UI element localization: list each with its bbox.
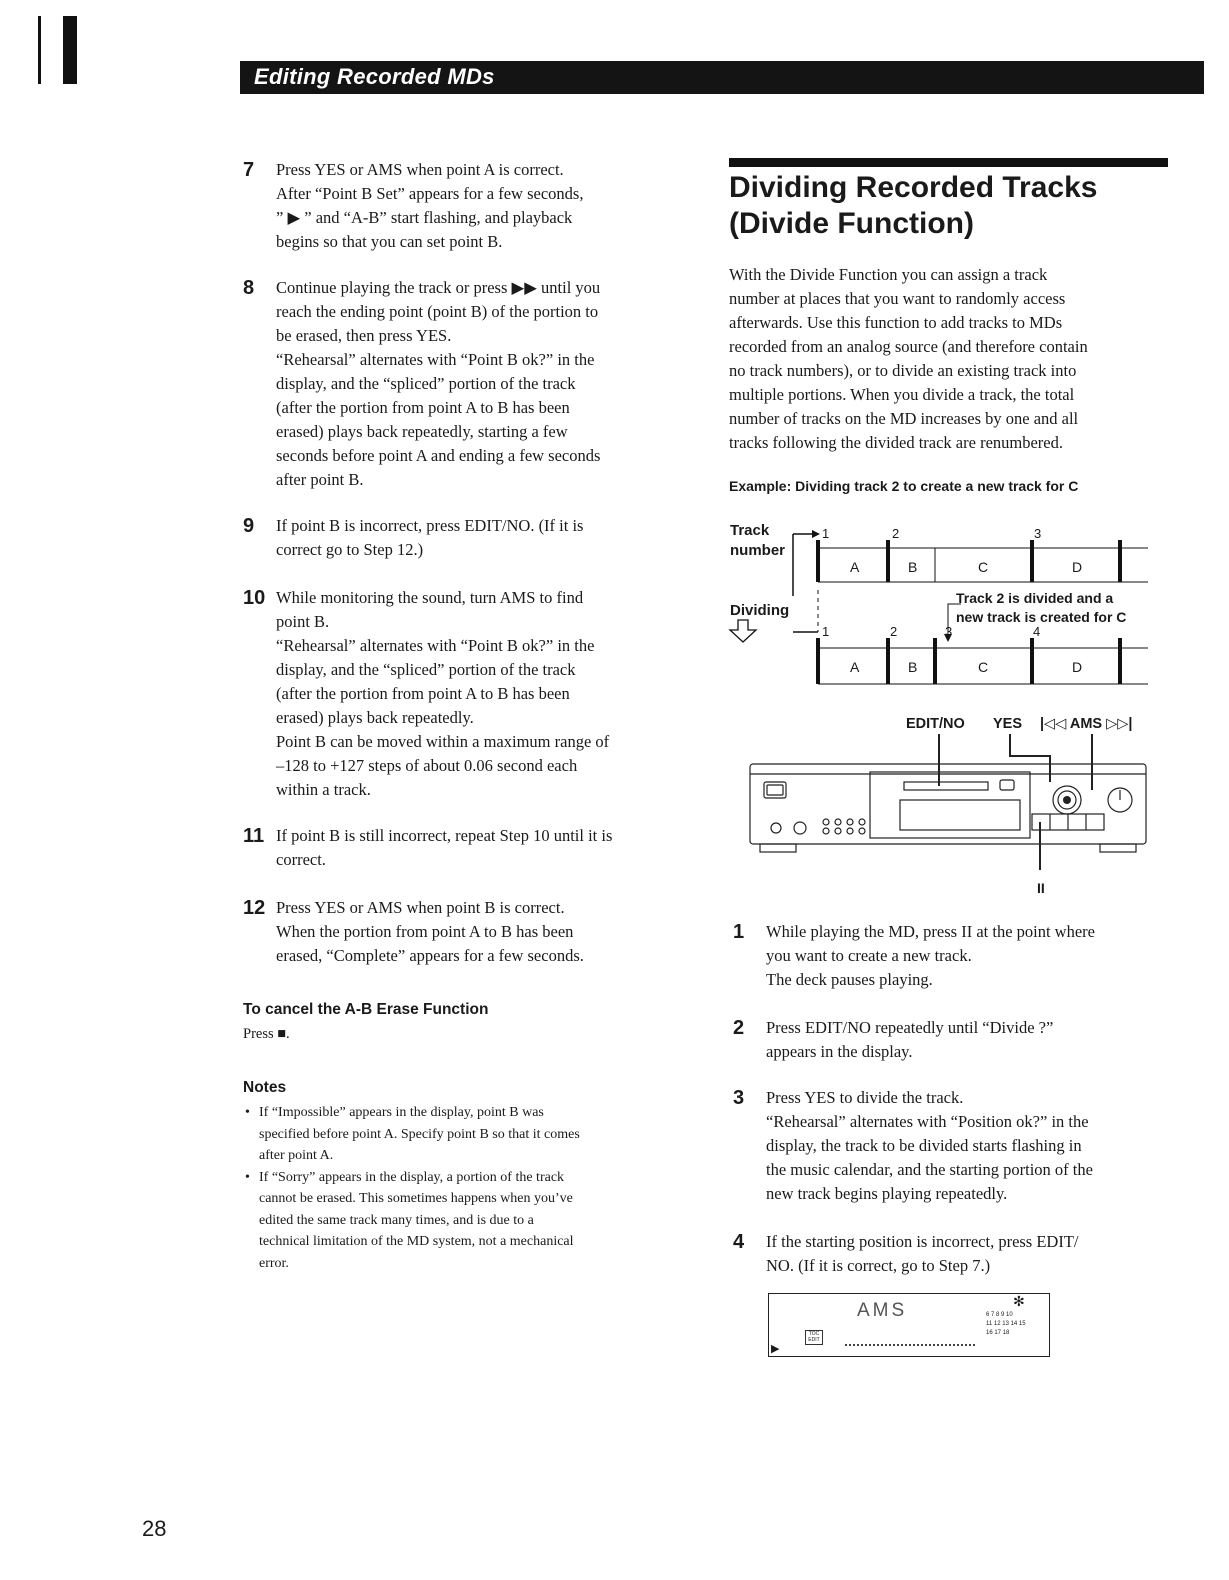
- prev-track-icon: |◁◁: [1040, 716, 1067, 732]
- step-number: 2: [733, 1017, 745, 1039]
- ams-control-label: [1040, 716, 1132, 732]
- deck-jack: [771, 823, 781, 833]
- step-line: within a track.: [276, 780, 371, 799]
- step-line: erased, “Complete” appears for a few seconds.: [276, 946, 584, 965]
- step-body: [276, 824, 686, 872]
- deck-foot: [1100, 844, 1136, 852]
- note-line: technical limitation of the MD system, not a mechanical: [259, 1234, 574, 1249]
- display-text: AMS: [857, 1300, 908, 1321]
- cancel-text: Press ■.: [243, 1026, 290, 1042]
- step-number: 10: [243, 587, 266, 609]
- calendar-row: 11 12 13 14 15: [986, 1321, 1026, 1327]
- note-line: If “Impossible” appears in the display, point B was: [259, 1105, 544, 1120]
- intro-line: afterwards. Use this function to add tracks to MDs: [729, 313, 1063, 332]
- step-line: While monitoring the sound, turn AMS to find: [276, 588, 584, 607]
- track-arrow-head: [812, 530, 820, 538]
- step-body: [766, 920, 1176, 992]
- step-line: If point B is incorrect, press EDIT/NO. (If it is: [276, 516, 584, 535]
- step-body: [766, 1016, 1176, 1064]
- step-body: [766, 1086, 1176, 1206]
- notes-block: [243, 1102, 693, 1274]
- display-panel: [768, 1293, 1050, 1357]
- intro-line: number at places that you want to randomly access: [729, 289, 1066, 308]
- step-line: If the starting position is incorrect, press EDIT/: [766, 1232, 1079, 1251]
- note-item: [243, 1167, 693, 1275]
- step-line: erased) plays back repeatedly, starting a few: [276, 422, 568, 441]
- segment-label: C: [978, 659, 989, 675]
- deck-display-window: [900, 800, 1020, 830]
- dividing-label: Dividing: [730, 602, 790, 619]
- segment-label: D: [1072, 659, 1083, 675]
- deck-button: [823, 828, 829, 834]
- deck-foot: [760, 844, 796, 852]
- step-number: 3: [733, 1087, 745, 1109]
- deck-button: [835, 828, 841, 834]
- margin-marker-thick: [63, 16, 77, 84]
- step-line: after point B.: [276, 470, 364, 489]
- md-deck-illustration: [748, 734, 1150, 870]
- example-caption: Example: Dividing track 2 to create a new track for C: [729, 478, 1079, 494]
- step-number: 9: [243, 515, 255, 537]
- step-line: “Rehearsal” alternates with “Position ok?” in the: [766, 1112, 1089, 1131]
- step-line: you want to create a new track.: [766, 946, 972, 965]
- step-line: display, and the “spliced” portion of the track: [276, 374, 576, 393]
- deck-button: [823, 819, 829, 825]
- step-body: [276, 158, 686, 254]
- step-line: Point B can be moved within a maximum range of: [276, 732, 610, 751]
- segment-label: B: [908, 659, 918, 675]
- number-label: number: [730, 542, 786, 559]
- step-line: If point B is still incorrect, repeat Step 10 until it is: [276, 826, 613, 845]
- note-line: specified before point A. Specify point B so that it comes: [259, 1126, 580, 1142]
- step-body: [276, 514, 686, 562]
- step-line: new track begins playing repeatedly.: [766, 1184, 1008, 1203]
- step-line: display, the track to be divided starts flashing in: [766, 1136, 1082, 1155]
- bottom-track-number: 1: [822, 624, 830, 639]
- edit-no-label: EDIT/NO: [906, 716, 965, 732]
- eject-button: [1000, 780, 1014, 790]
- step-body: [276, 276, 686, 492]
- step-number: 8: [243, 277, 255, 299]
- deck-button: [847, 819, 853, 825]
- segment-label: D: [1072, 559, 1083, 575]
- intro-line: recorded from an analog source (and therefore contain: [729, 337, 1088, 356]
- top-track-number: 2: [892, 526, 900, 541]
- step-line: While playing the MD, press II at the point where: [766, 922, 1095, 941]
- section-title-line: Dividing Recorded Tracks: [729, 171, 1098, 204]
- next-track-icon: ▷▷|: [1106, 716, 1133, 732]
- step-number: 11: [243, 825, 265, 847]
- note-line: after point A.: [259, 1148, 334, 1163]
- pause-label: II: [1037, 880, 1045, 896]
- bottom-track-number: 3: [945, 624, 953, 639]
- calendar-row: 6 7 8 9 10: [986, 1312, 1013, 1318]
- bottom-track-number: 4: [1033, 624, 1041, 639]
- step-line: display, and the “spliced” portion of the track: [276, 660, 576, 679]
- step-line: reach the ending point (point B) of the portion to: [276, 302, 599, 321]
- deck-button: [859, 828, 865, 834]
- segment-label: C: [978, 559, 989, 575]
- step-line: The deck pauses playing.: [766, 970, 933, 989]
- cancel-heading: To cancel the A-B Erase Function: [243, 1001, 489, 1018]
- play-indicator-icon: ▶: [771, 1343, 780, 1355]
- step-line: “Rehearsal” alternates with “Point B ok?” in the: [276, 350, 595, 369]
- chapter-title: Editing Recorded MDs: [254, 64, 495, 89]
- divide-note-line: Track 2 is divided and a: [956, 590, 1114, 606]
- notes-heading: Notes: [243, 1079, 287, 1096]
- down-arrow-icon: [730, 620, 756, 642]
- note-line: cannot be erased. This sometimes happens when you’ve: [259, 1191, 573, 1206]
- intro-line: number of tracks on the MD increases by one and all: [729, 409, 1079, 428]
- track-division-diagram: [726, 516, 1156, 696]
- display-dots: [845, 1344, 975, 1346]
- step-line: Press YES or AMS when point B is correct.: [276, 898, 565, 917]
- step-line: point B.: [276, 612, 330, 631]
- step-body: [276, 586, 686, 802]
- deck-button: [859, 819, 865, 825]
- music-calendar: [986, 1311, 1026, 1338]
- step-line: seconds before point A and ending a few seconds: [276, 446, 601, 465]
- toc-edit-indicator: TOC EDIT: [805, 1330, 823, 1345]
- bottom-track-number: 2: [890, 624, 898, 639]
- ams-knob-center: [1063, 796, 1071, 804]
- top-track-number: 3: [1034, 526, 1042, 541]
- step-number: 12: [243, 897, 266, 919]
- step-body: [276, 896, 686, 968]
- step-line: –128 to +127 steps of about 0.06 second each: [276, 756, 578, 775]
- power-button-inner: [767, 785, 783, 795]
- step-number: 7: [243, 159, 255, 181]
- step-line: correct.: [276, 850, 326, 869]
- step-line: “Rehearsal” alternates with “Point B ok?” in the: [276, 636, 595, 655]
- section-intro: [729, 263, 1169, 455]
- yes-label: YES: [993, 716, 1023, 732]
- step-body: [766, 1230, 1176, 1278]
- page-number: 28: [142, 1516, 167, 1541]
- intro-line: no track numbers), or to divide an existing track into: [729, 361, 1077, 380]
- deck-button: [847, 828, 853, 834]
- step-line: NO. (If it is correct, go to Step 7.): [766, 1256, 991, 1275]
- section-title-line: (Divide Function): [729, 207, 974, 240]
- section-title: [729, 170, 1169, 242]
- step-line: (after the portion from point A to B has been: [276, 398, 570, 417]
- step-line: When the portion from point A to B has been: [276, 922, 574, 941]
- deck-body: [750, 764, 1146, 844]
- step-line: (after the portion from point A to B has been: [276, 684, 570, 703]
- note-line: If “Sorry” appears in the display, a portion of the track: [259, 1169, 565, 1185]
- step-number: 4: [733, 1231, 745, 1253]
- section-rule: [729, 158, 1168, 167]
- step-line: ” ▶ ” and “A-B” start flashing, and playback: [276, 208, 573, 227]
- segment-label: A: [850, 559, 860, 575]
- calendar-row: 16 17 18: [986, 1330, 1010, 1336]
- note-line: edited the same track many times, and is due to a: [259, 1212, 534, 1228]
- ams-label: AMS: [1069, 716, 1103, 732]
- intro-line: multiple portions. When you divide a track, the total: [729, 385, 1075, 404]
- step-line: After “Point B Set” appears for a few seconds,: [276, 184, 584, 203]
- disc-slot: [904, 782, 988, 790]
- intro-line: With the Divide Function you can assign a track: [729, 265, 1048, 284]
- top-track-number: 1: [822, 526, 830, 541]
- margin-marker-thin: [38, 16, 41, 84]
- step-number: 1: [733, 921, 745, 943]
- step-line: Press YES or AMS when point A is correct.: [276, 160, 564, 179]
- divide-note-line: new track is created for C: [956, 609, 1127, 625]
- step-line: appears in the display.: [766, 1042, 913, 1061]
- disc-spin-icon: ✻: [1013, 1295, 1025, 1310]
- step-line: erased) plays back repeatedly.: [276, 708, 474, 727]
- intro-line: tracks following the divided track are renumbered.: [729, 433, 1063, 452]
- step-line: Continue playing the track or press ▶▶ until you: [276, 278, 601, 297]
- segment-label: A: [850, 659, 860, 675]
- step-line: correct go to Step 12.): [276, 540, 424, 559]
- segment-label: B: [908, 559, 918, 575]
- step-line: Press YES to divide the track.: [766, 1088, 964, 1107]
- track-label: Track: [730, 522, 770, 539]
- step-line: Press EDIT/NO repeatedly until “Divide ?”: [766, 1018, 1054, 1037]
- step-line: begins so that you can set point B.: [276, 232, 503, 251]
- deck-jack: [794, 822, 806, 834]
- step-line: the music calendar, and the starting portion of the: [766, 1160, 1093, 1179]
- deck-button: [835, 819, 841, 825]
- step-line: be erased, then press YES.: [276, 326, 452, 345]
- note-line: error.: [259, 1255, 289, 1271]
- note-item: [243, 1102, 693, 1167]
